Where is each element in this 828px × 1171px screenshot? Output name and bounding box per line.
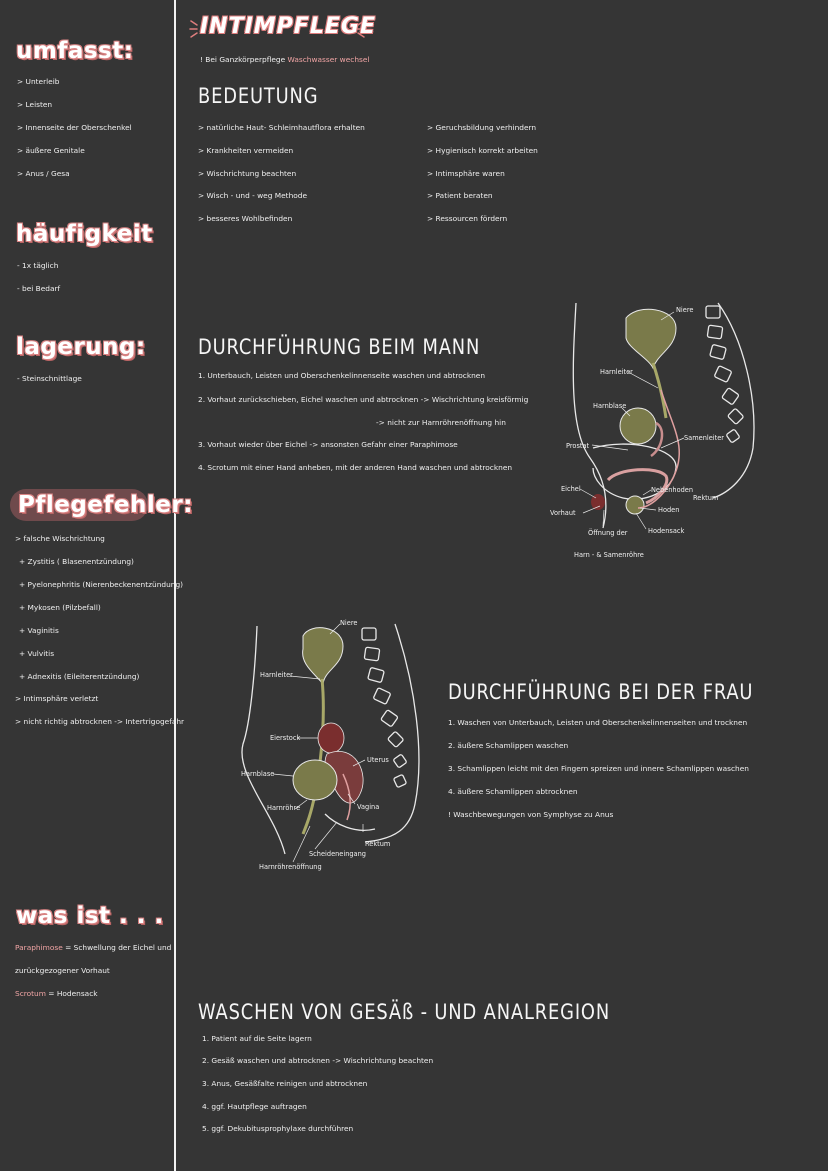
term-scrotum: Scrotum — [15, 989, 46, 998]
step-item: 3. Anus, Gesäßfalte reinigen und abtrocknen — [202, 1079, 368, 1088]
label-nebenhoden: Nebenhoden — [651, 486, 694, 494]
list-item: > nicht richtig abtrocknen -> Intertrigogefahr — [15, 717, 185, 726]
label-harnblase: Harnblase — [241, 770, 275, 778]
label-uterus: Uterus — [367, 756, 389, 764]
list-item: - bei Bedarf — [17, 284, 61, 293]
list-item: + Vulvitis — [19, 649, 55, 658]
list-item: - 1x täglich — [17, 261, 59, 270]
step-item: 3. Vorhaut wieder über Eichel -> ansonsten Gefahr einer Paraphimose — [198, 440, 458, 449]
step-item: 2. Vorhaut zurückschieben, Eichel waschen und abtrocknen -> Wischrichtung kreisförmig — [198, 395, 529, 404]
female-anatomy-diagram — [235, 614, 435, 876]
list-item: > Leisten — [17, 100, 53, 109]
list-item: + Adnexitis (Eileiterentzündung) — [19, 672, 140, 681]
step-item: -> nicht zur Harnröhrenöffnung hin — [376, 418, 506, 427]
step-item: 1. Waschen von Unterbauch, Leisten und Oberschenkelinnenseiten und trocknen — [448, 718, 748, 727]
list-item: > Intimsphäre verletzt — [15, 694, 99, 703]
label-niere: Niere — [676, 306, 694, 314]
label-hoden: Hoden — [658, 506, 680, 514]
term-paraphimose: Paraphimose — [15, 943, 63, 952]
umfasst-heading: umfasst: — [16, 38, 134, 64]
frau-heading: DURCHFÜHRUNG BEI DER FRAU — [448, 680, 754, 704]
step-item: 5. ggf. Dekubitusprophylaxe durchführen — [202, 1124, 354, 1133]
definition-text: = Schwellung der Eichel und — [62, 943, 172, 952]
label-eierstock: Eierstock — [270, 734, 301, 742]
step-item: 4. Scrotum mit einer Hand anheben, mit der anderen Hand waschen und abtrocknen — [198, 463, 513, 472]
list-item: > Patient beraten — [427, 191, 493, 200]
label-harnblase: Harnblase — [593, 402, 627, 410]
step-item: 2. äußere Schamlippen waschen — [448, 741, 569, 750]
list-item: > natürliche Haut- Schleimhautflora erhalten — [198, 123, 365, 132]
mann-heading: DURCHFÜHRUNG BEIM MANN — [198, 335, 481, 359]
list-item: + Zystitis ( Blasenentzündung) — [19, 557, 134, 566]
list-item: + Mykosen (Pilzbefall) — [19, 603, 101, 612]
list-item: > äußere Genitale — [17, 146, 85, 155]
list-item: > besseres Wohlbefinden — [198, 214, 293, 223]
definition-scrotum — [15, 989, 98, 998]
label-rektum: Rektum — [365, 840, 391, 848]
step-item: 4. ggf. Hautpflege auftragen — [202, 1102, 307, 1111]
list-item: > Unterleib — [17, 77, 60, 86]
list-item: > Wischrichtung beachten — [198, 169, 297, 178]
list-item: > Krankheiten vermeiden — [198, 146, 294, 155]
list-item: > Hygienisch korrekt arbeiten — [427, 146, 538, 155]
list-item: > Wisch - und - weg Methode — [198, 191, 308, 200]
male-anatomy-diagram — [548, 298, 768, 568]
label-rektum: Rektum — [693, 494, 719, 502]
definition-text: = Hodensack — [45, 989, 98, 998]
list-item: > Geruchsbildung verhindern — [427, 123, 537, 132]
header-note — [200, 55, 369, 64]
label-niere: Niere — [340, 619, 358, 627]
step-item: 1. Unterbauch, Leisten und Oberschenkelinnenseite waschen und abtrocknen — [198, 371, 486, 380]
label-harnroehre: Harnröhre — [267, 804, 301, 812]
label-eichel: Eichel — [561, 485, 581, 493]
label-oeffnung: Öffnung der — [588, 529, 628, 537]
list-item: + Vaginitis — [19, 626, 59, 635]
page-title: INTIMPFLEGE — [200, 14, 376, 39]
list-item: - Steinschnittlage — [17, 374, 82, 383]
step-item: 3. Schamlippen leicht mit den Fingern spreizen und innere Schamlippen waschen — [448, 764, 749, 773]
list-item: + Pyelonephritis (Nierenbeckenentzündung) — [19, 580, 184, 589]
label-vorhaut: Vorhaut — [550, 509, 576, 517]
step-item: 4. äußere Schamlippen abtrocknen — [448, 787, 578, 796]
label-harnleiter: Harnleiter — [600, 368, 633, 376]
was-ist-heading: was ist . . . — [16, 903, 164, 929]
label-harn-samenroehre: Harn - & Samenröhre — [574, 551, 644, 559]
label-vagina: Vagina — [357, 803, 380, 811]
list-item: > Intimsphäre waren — [427, 169, 505, 178]
definition-text: zurückgezogener Vorhaut — [15, 966, 110, 975]
label-scheideneingang: Scheideneingang — [309, 850, 366, 858]
haeufigkeit-heading: häufigkeit — [16, 221, 153, 247]
label-harnroehrenoeffnung: Harnröhrenöffnung — [259, 863, 322, 871]
list-item: > Ressourcen fördern — [427, 214, 508, 223]
label-prostat: Prostat — [566, 442, 590, 450]
note-text: ! Bei Ganzkörperpflege — [200, 55, 288, 64]
note-highlight: Waschwasser wechsel — [287, 55, 370, 64]
pflegefehler-heading: Pflegefehler: — [18, 492, 193, 518]
step-item: ! Waschbewegungen von Symphyse zu Anus — [448, 810, 614, 819]
list-item: > Anus / Gesa — [17, 169, 70, 178]
list-item: > Innenseite der Oberschenkel — [17, 123, 132, 132]
step-item: 2. Gesäß waschen und abtrocknen -> Wischrichtung beachten — [202, 1056, 434, 1065]
gesaess-heading: WASCHEN VON GESÄß - UND ANALREGION — [198, 1000, 611, 1024]
definition-paraphimose — [15, 943, 171, 952]
label-harnleiter: Harnleiter — [260, 671, 293, 679]
label-samenleiter: Samenleiter — [684, 434, 724, 442]
label-hodensack: Hodensack — [648, 527, 685, 535]
list-item: > falsche Wischrichtung — [15, 534, 105, 543]
lagerung-heading: lagerung: — [16, 334, 146, 360]
step-item: 1. Patient auf die Seite lagern — [202, 1034, 312, 1043]
bedeutung-heading: BEDEUTUNG — [198, 84, 319, 108]
